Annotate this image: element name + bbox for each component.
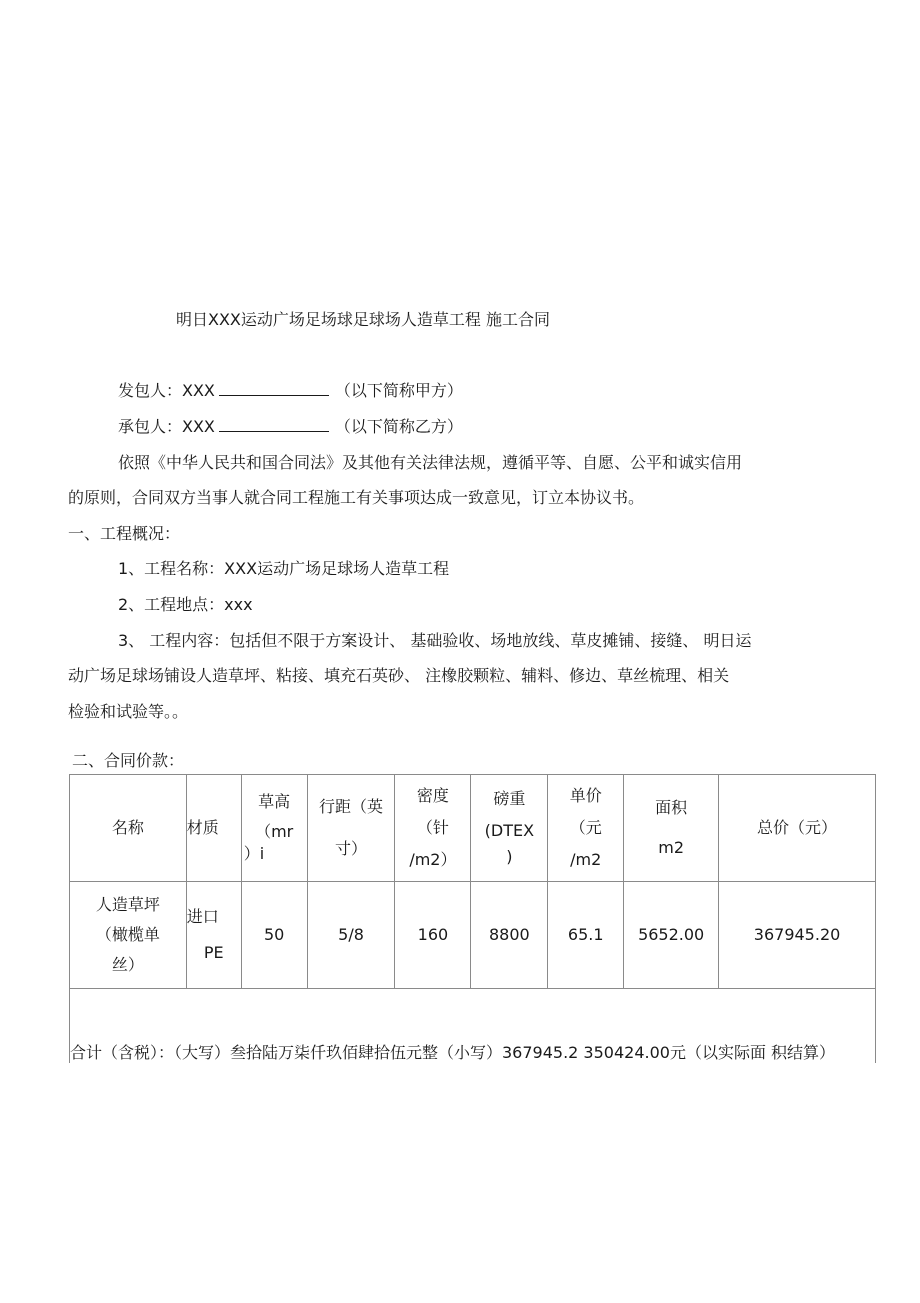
header-grass-height: 草高 （mr ）i <box>241 775 307 882</box>
contractor-label: 承包人：XXX <box>118 417 215 436</box>
employer-line <box>118 381 463 401</box>
contractor-note: （以下简称乙方） <box>334 417 463 436</box>
cell-grass-height: 50 <box>241 882 307 989</box>
preamble-line-1: 依照《中华人民共和国合同法》及其他有关法律法规，遵循平等、自愿、公平和诚实信用 <box>118 453 743 472</box>
cell-material: 进口 PE <box>186 882 241 989</box>
cell-total: 367945.20 <box>719 882 876 989</box>
employer-blank <box>219 381 329 396</box>
header-material: 材质 <box>186 775 241 882</box>
cell-unit-price: 65.1 <box>548 882 624 989</box>
project-name-item: 1、工程名称：XXX运动广场足球场人造草工程 <box>118 559 450 578</box>
section1-heading: 一、工程概况： <box>68 524 181 543</box>
summary-text: 合计（含税）：（大写）叁拾陆万柒仟玖佰肆拾伍元整（小写）367945.2 350424.00元（以实际面 积结算） <box>70 1043 836 1062</box>
header-name: 名称 <box>70 775 187 882</box>
header-weight: 磅重 (DTEX ) <box>471 775 548 882</box>
header-area: 面积 m2 <box>624 775 719 882</box>
contractor-blank <box>219 417 329 432</box>
cell-weight: 8800 <box>471 882 548 989</box>
cell-gauge: 5/8 <box>307 882 395 989</box>
project-location-item: 2、工程地点：xxx <box>118 595 253 614</box>
header-unit-price: 单价 （元 /m2 <box>548 775 624 882</box>
cell-density: 160 <box>395 882 471 989</box>
header-density: 密度 （针 /m2） <box>395 775 471 882</box>
section2-heading: 二、合同价款： <box>72 751 185 770</box>
summary-cell <box>70 989 876 1064</box>
table-header-row <box>70 775 876 882</box>
header-total: 总价（元） <box>719 775 876 882</box>
document-title: 明日XXX运动广场足场球足球场人造草工程 施工合同 <box>176 310 550 329</box>
price-table <box>69 774 876 1063</box>
table-row <box>70 882 876 989</box>
cell-name: 人造草坪 （橄榄单 丝） <box>70 882 187 989</box>
project-scope-line-2: 动广场足球场铺设人造草坪、粘接、填充石英砂、 注橡胶颗粒、辅料、修边、草丝梳理、相关 <box>68 666 730 685</box>
project-scope-line-3: 检验和试验等。。 <box>68 702 189 721</box>
contractor-line <box>118 417 463 437</box>
employer-label: 发包人：XXX <box>118 381 215 400</box>
preamble-line-2: 的原则，合同双方当事人就合同工程施工有关事项达成一致意见，订立本协议书。 <box>68 488 645 507</box>
header-gauge: 行距（英 寸） <box>307 775 395 882</box>
employer-note: （以下简称甲方） <box>334 381 463 400</box>
table-summary-row <box>70 989 876 1064</box>
cell-area: 5652.00 <box>624 882 719 989</box>
project-scope-line-1: 3、 工程内容：包括但不限于方案设计、 基础验收、场地放线、草皮摊铺、接缝、 明日运 <box>118 631 752 650</box>
